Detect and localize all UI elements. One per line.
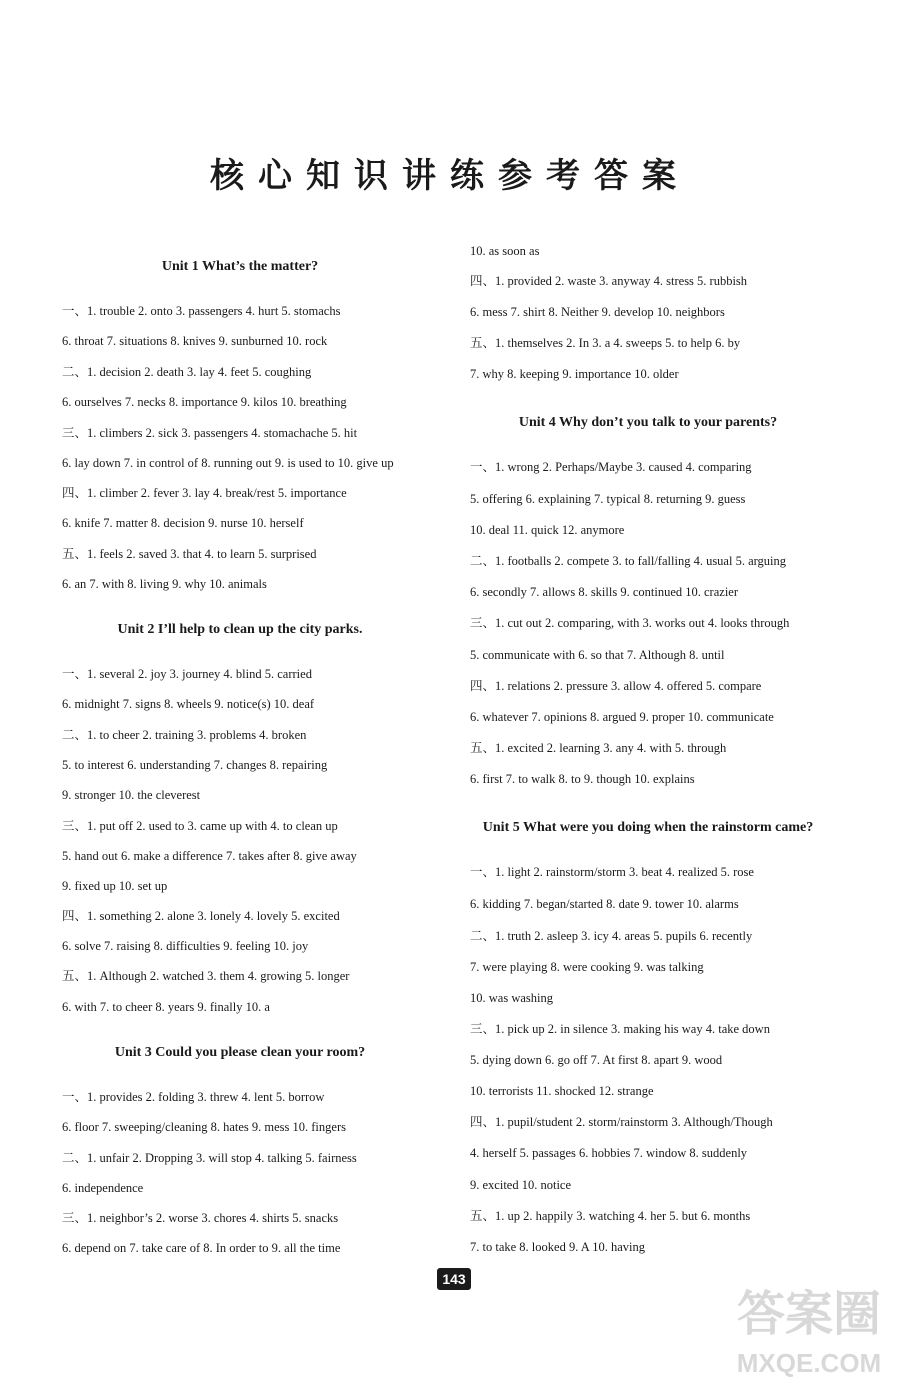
unit-heading: Unit 1 What’s the matter?: [161, 259, 319, 274]
answer-line: 6. an 7. with 8. living 9. why 10. animals: [62, 577, 267, 591]
unit-heading: Unit 2 I’ll help to clean up the city parks.: [117, 622, 363, 637]
answer-line: 6. throat 7. situations 8. knives 9. sunburned 10. rock: [62, 334, 328, 348]
answer-line: 9. excited 10. notice: [470, 1178, 572, 1192]
answer-line: 6. with 7. to cheer 8. years 9. finally 10. a: [62, 1000, 270, 1014]
answer-line: 5. hand out 6. make a difference 7. takes after 8. give away: [62, 849, 357, 863]
answer-line: 10. deal 11. quick 12. anymore: [470, 523, 625, 537]
answer-line: 7. why 8. keeping 9. importance 10. older: [470, 367, 679, 381]
answer-line: 四、1. climber 2. fever 3. lay 4. break/rest 5. importance: [62, 486, 347, 500]
watermark-url: MXQE.COM: [736, 1348, 882, 1378]
answer-line: 二、1. footballs 2. compete 3. to fall/falling 4. usual 5. arguing: [470, 554, 787, 568]
unit-heading: Unit 3 Could you please clean your room?: [114, 1045, 366, 1060]
answer-line: 一、1. trouble 2. onto 3. passengers 4. hurt 5. stomachs: [62, 304, 341, 318]
answer-line: 6. solve 7. raising 8. difficulties 9. feeling 10. joy: [62, 939, 309, 953]
answer-line: 二、1. unfair 2. Dropping 3. will stop 4. talking 5. fairness: [62, 1151, 357, 1165]
answer-line: 四、1. something 2. alone 3. lonely 4. lovely 5. excited: [62, 909, 340, 923]
answer-line: 6. secondly 7. allows 8. skills 9. continued 10. crazier: [470, 585, 738, 599]
answer-line: 三、1. put off 2. used to 3. came up with 4. to clean up: [62, 819, 338, 833]
answer-line: 10. terrorists 11. shocked 12. strange: [470, 1084, 654, 1098]
answer-line: 9. fixed up 10. set up: [62, 879, 168, 893]
answer-line: 5. dying down 6. go off 7. At first 8. apart 9. wood: [470, 1053, 723, 1067]
answer-line: 5. offering 6. explaining 7. typical 8. returning 9. guess: [470, 492, 746, 506]
answer-line: 6. independence: [62, 1181, 144, 1195]
answer-line: 五、1. feels 2. saved 3. that 4. to learn 5. surprised: [62, 547, 317, 561]
page-number: 143: [437, 1268, 471, 1290]
answer-line: 6. floor 7. sweeping/cleaning 8. hates 9. mess 10. fingers: [62, 1120, 346, 1134]
unit-heading: Unit 4 Why don’t you talk to your parents?: [518, 415, 778, 430]
answer-line: 一、1. light 2. rainstorm/storm 3. beat 4. realized 5. rose: [470, 865, 754, 879]
answer-line: 6. mess 7. shirt 8. Neither 9. develop 10. neighbors: [470, 305, 725, 319]
answer-line: 7. were playing 8. were cooking 9. was talking: [470, 960, 704, 974]
answer-line: 一、1. wrong 2. Perhaps/Maybe 3. caused 4. comparing: [470, 460, 752, 474]
answer-line: 四、1. relations 2. pressure 3. allow 4. offered 5. compare: [470, 679, 762, 693]
unit-heading: Unit 5 What were you doing when the rainstorm came?: [482, 820, 814, 835]
answer-line: 四、1. provided 2. waste 3. anyway 4. stress 5. rubbish: [470, 274, 748, 288]
answer-line: 五、1. excited 2. learning 3. any 4. with 5. through: [470, 741, 727, 755]
page-title: 核心知识讲练参考答案: [210, 156, 690, 196]
answer-line: 三、1. climbers 2. sick 3. passengers 4. stomachache 5. hit: [62, 426, 358, 440]
answer-line: 5. to interest 6. understanding 7. changes 8. repairing: [62, 758, 328, 772]
answer-line: 7. to take 8. looked 9. A 10. having: [470, 1240, 645, 1254]
answer-line: 6. kidding 7. began/started 8. date 9. tower 10. alarms: [470, 897, 739, 911]
answer-line: 二、1. to cheer 2. training 3. problems 4. broken: [62, 728, 307, 742]
answer-line: 10. as soon as: [470, 244, 540, 258]
answer-line: 二、1. truth 2. asleep 3. icy 4. areas 5. pupils 6. recently: [470, 929, 753, 943]
answer-line: 6. depend on 7. take care of 8. In order to 9. all the time: [62, 1241, 341, 1255]
watermark-text: 答案圈: [736, 1286, 882, 1342]
answer-line: 一、1. several 2. joy 3. journey 4. blind 5. carried: [62, 667, 312, 681]
answer-line: 6. first 7. to walk 8. to 9. though 10. explains: [470, 772, 695, 786]
answer-line: 四、1. pupil/student 2. storm/rainstorm 3. Although/Though: [470, 1115, 773, 1129]
answer-line: 6. knife 7. matter 8. decision 9. nurse 10. herself: [62, 516, 304, 530]
answer-line: 9. stronger 10. the cleverest: [62, 788, 201, 802]
answer-line: 三、1. neighbor’s 2. worse 3. chores 4. shirts 5. snacks: [62, 1211, 339, 1225]
answer-line: 6. ourselves 7. necks 8. importance 9. kilos 10. breathing: [62, 395, 347, 409]
answer-line: 五、1. Although 2. watched 3. them 4. growing 5. longer: [62, 969, 350, 983]
answer-line: 五、1. up 2. happily 3. watching 4. her 5. but 6. months: [470, 1209, 751, 1223]
answer-line: 10. was washing: [470, 991, 553, 1005]
answer-line: 5. communicate with 6. so that 7. Although 8. until: [470, 648, 725, 662]
answer-line: 一、1. provides 2. folding 3. threw 4. lent 5. borrow: [62, 1090, 325, 1104]
answer-line: 三、1. pick up 2. in silence 3. making his way 4. take down: [470, 1022, 770, 1036]
answer-line: 4. herself 5. passages 6. hobbies 7. window 8. suddenly: [470, 1146, 748, 1160]
answer-line: 6. midnight 7. signs 8. wheels 9. notice(s) 10. deaf: [62, 697, 315, 711]
answer-line: 6. whatever 7. opinions 8. argued 9. proper 10. communicate: [470, 710, 774, 724]
answer-line: 二、1. decision 2. death 3. lay 4. feet 5. coughing: [62, 365, 312, 379]
watermark-logo: [724, 1272, 894, 1382]
answer-line: 五、1. themselves 2. In 3. a 4. sweeps 5. to help 6. by: [470, 336, 741, 350]
answer-line: 6. lay down 7. in control of 8. running out 9. is used to 10. give up: [62, 456, 394, 470]
answer-line: 三、1. cut out 2. comparing, with 3. works out 4. looks through: [470, 616, 790, 630]
